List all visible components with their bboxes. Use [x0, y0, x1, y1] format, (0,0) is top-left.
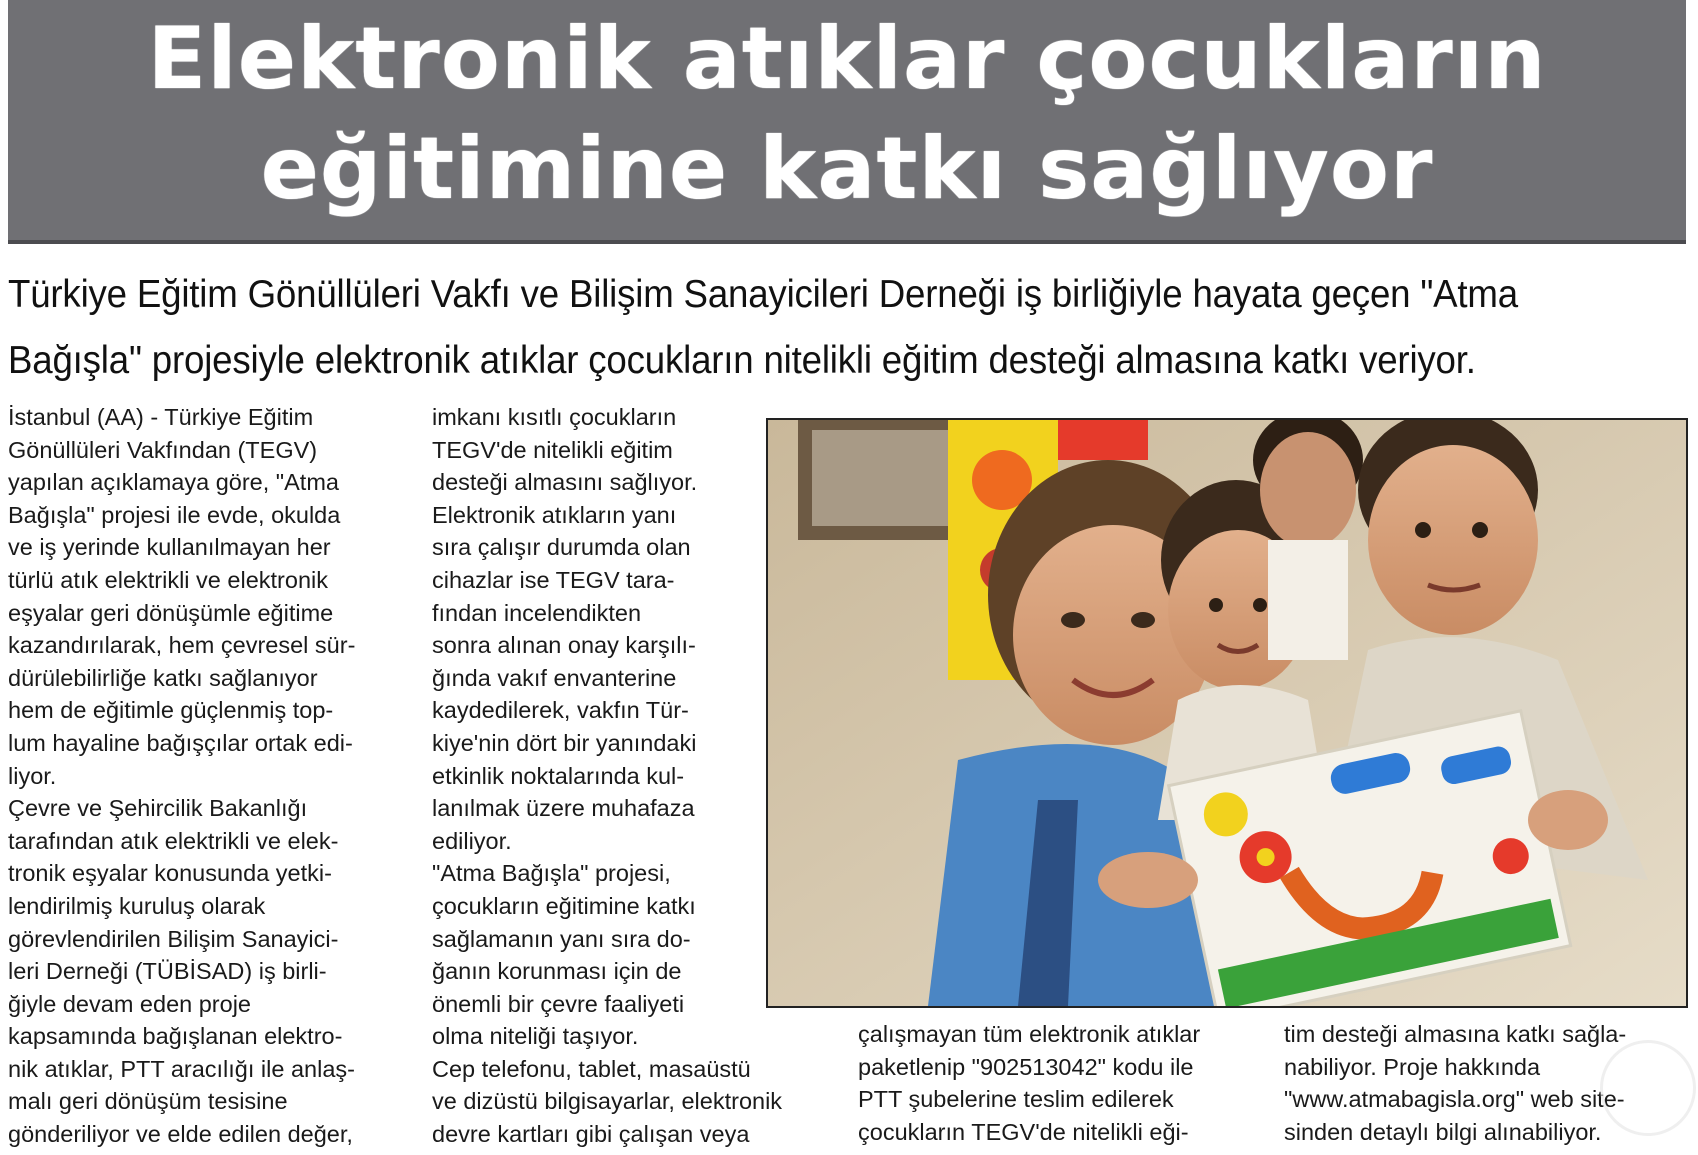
article-line: kazandırılarak, hem çevresel sür- [8, 632, 356, 659]
article-line: kapsamında bağışlanan elektro- [8, 1023, 343, 1050]
article-line: paketlenip "902513042" kodu ile [858, 1053, 1194, 1080]
article-line: lendirilmiş kuruluş olarak [8, 892, 266, 919]
article-line: ğanın korunması için de [432, 958, 682, 985]
watermark-logo [1600, 1040, 1696, 1136]
article-line: sinden detaylı bilgi alınabiliyor. [1284, 1118, 1602, 1145]
headline [8, 4, 1686, 224]
article-line: görevlendirilen Bilişim Sanayici- [8, 925, 339, 952]
article-line: "Atma Bağışla" projesi, [432, 860, 671, 887]
article-column-3 [858, 1018, 1258, 1148]
article-line: dürülebilirliğe katkı sağlanıyor [8, 664, 318, 691]
article-line: Cep telefonu, tablet, masaüstü [432, 1055, 751, 1082]
article-line: etkinlik noktalarında kul- [432, 762, 685, 789]
article-line: Bağışla" projesi ile evde, okulda [8, 501, 341, 528]
article-line: fından incelendikten [432, 599, 642, 626]
article-line: liyor. [8, 762, 57, 789]
lead-line-1: Türkiye Eğitim Gönüllüleri Vakfı ve Bilişim Sanayicileri Derneği iş birliğiyle hayata geçen "Atma [8, 273, 1518, 316]
article-line: PTT şubelerine teslim edilerek [858, 1086, 1174, 1113]
article-line: TEGV'de nitelikli eğitim [432, 436, 673, 463]
article-line: çocukların TEGV'de nitelikli eği- [858, 1118, 1189, 1145]
article-line: ve dizüstü bilgisayarlar, elektronik [432, 1088, 783, 1115]
lead-paragraph [8, 262, 1591, 394]
article-line: cihazlar ise TEGV tara- [432, 566, 675, 593]
article-line: ğında vakıf envanterine [432, 664, 677, 691]
article-line: sıra çalışır durumda olan [432, 534, 691, 561]
article-line: gönderiliyor ve elde edilen değer, [8, 1121, 353, 1148]
article-line: desteği almasını sağlıyor. [432, 469, 698, 496]
article-line: Elektronik atıkların yanı [432, 501, 677, 528]
article-line: ve iş yerinde kullanılmayan her [8, 534, 331, 561]
article-column-1 [8, 401, 408, 1151]
article-line: Çevre ve Şehircilik Bakanlığı [8, 795, 308, 822]
article-line: lum hayaline bağışçılar ortak edi- [8, 729, 353, 756]
article-line: lanılmak üzere muhafaza [432, 795, 695, 822]
article-line: "www.atmabagisla.org" web site- [1284, 1086, 1625, 1113]
news-photo-children-with-artwork [766, 418, 1688, 1008]
article-line: ğiyle devam eden proje [8, 990, 251, 1017]
article-line: eşyalar geri dönüşümle eğitime [8, 599, 334, 626]
headline-line-2: eğitimine katkı sağlıyor [260, 119, 1434, 219]
article-line: nabiliyor. Proje hakkında [1284, 1053, 1541, 1080]
photo-illustration [768, 420, 1686, 1006]
article-line: kiye'nin dört bir yanındaki [432, 729, 697, 756]
article-line: ediliyor. [432, 827, 512, 854]
lead-line-2: Bağışla" projesiyle elektronik atıklar çocukların nitelikli eğitim desteği almasına katkı veriyor. [8, 339, 1476, 382]
article-line: türlü atık elektrikli ve elektronik [8, 566, 328, 593]
article-line: devre kartları gibi çalışan veya [432, 1121, 750, 1148]
article-line: hem de eğitimle güçlenmiş top- [8, 697, 334, 724]
article-line: Gönüllüleri Vakfından (TEGV) [8, 436, 318, 463]
headline-line-1: Elektronik atıklar çocukların [147, 9, 1547, 109]
article-line: leri Derneği (TÜBİSAD) iş birli- [8, 958, 327, 985]
article-line: İstanbul (AA) - Türkiye Eğitim [8, 404, 314, 430]
article-line: sonra alınan onay karşılı- [432, 632, 696, 659]
article-line: olma niteliği taşıyor. [432, 1023, 639, 1050]
headline-banner [8, 0, 1686, 244]
article-line: yapılan açıklamaya göre, "Atma [8, 469, 339, 496]
article-line: çocukların eğitimine katkı [432, 892, 696, 919]
article-line: imkanı kısıtlı çocukların [432, 404, 677, 430]
article-line: sağlamanın yanı sıra do- [432, 925, 691, 952]
article-line: nik atıklar, PTT aracılığı ile anlaş- [8, 1055, 355, 1082]
article-line: tim desteği almasına katkı sağla- [1284, 1021, 1627, 1047]
article-line: önemli bir çevre faaliyeti [432, 990, 685, 1017]
article-line: tarafından atık elektrikli ve elek- [8, 827, 339, 854]
article-line: çalışmayan tüm elektronik atıklar [858, 1021, 1201, 1047]
article-line: tronik eşyalar konusunda yetki- [8, 860, 332, 887]
article-line: malı geri dönüşüm tesisine [8, 1088, 288, 1115]
article-line: kaydedilerek, vakfın Tür- [432, 697, 689, 724]
